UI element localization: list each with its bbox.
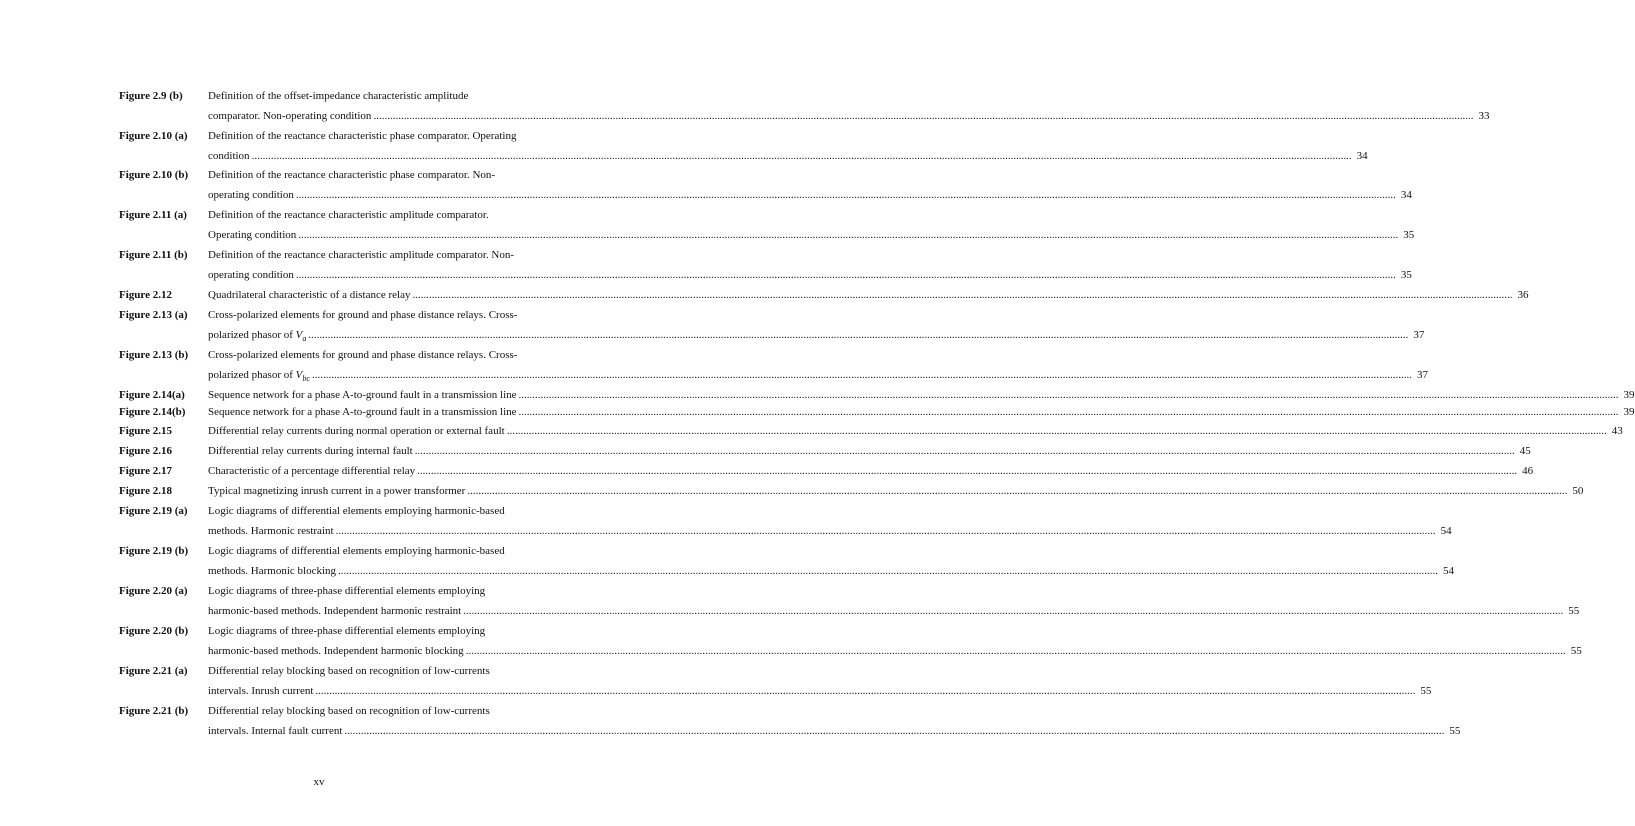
entry-title-line1: Differential relay currents during internal fault [208, 445, 413, 457]
entry-title-line2-row [208, 188, 1412, 202]
figure-label: Figure 2.21 (b) [119, 705, 189, 717]
dot-leader: ................................................................................................................................................................................................................................................................................................................................................................................................................ [338, 565, 1439, 577]
dot-leader: ................................................................................................................................................................................................................................................................................................................................................................................................................ [518, 406, 1619, 418]
entry-title-line2: Operating condition [208, 229, 297, 241]
entry-title-line1: Cross-polarized elements for ground and phase distance relays. Cross- [208, 309, 518, 321]
entry-page-number: 39 [1623, 406, 1635, 418]
entry-page-number: 54 [1443, 565, 1455, 577]
entry-title-line1-row [208, 464, 1534, 478]
entry-title-line2-row [208, 684, 1432, 698]
entry-title-line1: Logic diagrams of three-phase differential elements employing [208, 585, 486, 597]
entry-title-line2: condition [208, 150, 250, 162]
entry-title-line2-row [208, 149, 1368, 163]
figure-label: Figure 2.20 (a) [119, 585, 188, 597]
entry-title-line2-row [208, 604, 1580, 618]
entry-title-line1: Differential relay blocking based on recognition of low-currents [208, 665, 490, 677]
entry-title-line2-row [208, 228, 1415, 242]
entry-title-line1: Logic diagrams of differential elements employing harmonic-based [208, 505, 505, 517]
dot-leader: ................................................................................................................................................................................................................................................................................................................................................................................................................ [315, 685, 1416, 697]
figure-label: Figure 2.9 (b) [119, 90, 183, 102]
dot-leader: ................................................................................................................................................................................................................................................................................................................................................................................................................ [335, 525, 1436, 537]
entry-title-line2: harmonic-based methods. Independent harmonic restraint [208, 605, 462, 617]
figure-label: Figure 2.19 (a) [119, 505, 188, 517]
entry-title-line1: Quadrilateral characteristic of a distance relay [208, 289, 411, 301]
entry-title-line1: Definition of the offset-impedance characteristic amplitude [208, 90, 469, 102]
dot-leader: ................................................................................................................................................................................................................................................................................................................................................................................................................ [295, 269, 1396, 281]
figure-label: Figure 2.14(b) [119, 406, 186, 418]
dot-leader: ................................................................................................................................................................................................................................................................................................................................................................................................................ [467, 485, 1568, 497]
figure-label: Figure 2.18 [119, 485, 172, 497]
figure-label: Figure 2.16 [119, 445, 172, 457]
figure-label: Figure 2.10 (a) [119, 130, 188, 142]
entry-page-number: 50 [1572, 485, 1584, 497]
entry-title-line1: Sequence network for a phase A-to-ground fault in a transmission line [208, 406, 517, 418]
entry-title-line2-row [208, 368, 1428, 386]
entry-title-line1: Sequence network for a phase A-to-ground fault in a transmission line [208, 389, 517, 401]
figure-label: Figure 2.17 [119, 465, 172, 477]
entry-title-line2-row [208, 644, 1582, 658]
dot-leader: ................................................................................................................................................................................................................................................................................................................................................................................................................ [298, 229, 1399, 241]
figure-label: Figure 2.12 [119, 289, 172, 301]
entry-title-line2: comparator. Non-operating condition [208, 110, 372, 122]
dot-leader: ................................................................................................................................................................................................................................................................................................................................................................................................................ [311, 369, 1412, 381]
dot-leader: ................................................................................................................................................................................................................................................................................................................................................................................................................ [308, 329, 1409, 341]
figure-label: Figure 2.15 [119, 425, 172, 437]
figure-label: Figure 2.14(a) [119, 389, 185, 401]
entry-title-line1: Definition of the reactance characteristic phase comparator. Operating [208, 130, 517, 142]
entry-title-line2-row [208, 109, 1490, 123]
figure-label: Figure 2.13 (b) [119, 349, 189, 361]
entry-title-line1-row [208, 405, 1635, 419]
figure-label: Figure 2.11 (a) [119, 209, 187, 221]
entry-page-number: 33 [1478, 110, 1490, 122]
entry-title-line1: Differential relay blocking based on recognition of low-currents [208, 705, 490, 717]
dot-leader: ................................................................................................................................................................................................................................................................................................................................................................................................................ [344, 725, 1445, 737]
entry-page-number: 34 [1356, 150, 1368, 162]
entry-title-line1: Definition of the reactance characteristic amplitude comparator. Non- [208, 249, 515, 261]
entry-title-line2: polarized phasor of $V_a$ [208, 329, 307, 344]
entry-page-number: 55 [1570, 645, 1582, 657]
entry-page-number: 36 [1517, 289, 1529, 301]
dot-leader: ................................................................................................................................................................................................................................................................................................................................................................................................................ [463, 605, 1564, 617]
entry-title-line1-row [208, 288, 1529, 302]
entry-page-number: 35 [1403, 229, 1415, 241]
entry-page-number: 35 [1400, 269, 1412, 281]
entry-title-line1: Definition of the reactance characteristic amplitude comparator. [208, 209, 489, 221]
entry-page-number: 55 [1449, 725, 1461, 737]
dot-leader: ................................................................................................................................................................................................................................................................................................................................................................................................................ [373, 110, 1474, 122]
entry-page-number: 43 [1611, 425, 1623, 437]
entry-title-line2: polarized phasor of $V_{bc}$ [208, 369, 310, 384]
entry-title-line2: operating condition [208, 269, 294, 281]
entry-title-line2: intervals. Inrush current [208, 685, 314, 697]
entry-page-number: 39 [1623, 389, 1635, 401]
entry-title-line1: Definition of the reactance characteristic phase comparator. Non- [208, 169, 496, 181]
entry-page-number: 54 [1440, 525, 1452, 537]
entry-title-line1-row [208, 388, 1635, 402]
entry-title-line2-row [208, 328, 1425, 346]
entry-title-line2: methods. Harmonic restraint [208, 525, 334, 537]
dot-leader: ................................................................................................................................................................................................................................................................................................................................................................................................................ [414, 445, 1515, 457]
entry-title-line2: intervals. Internal fault current [208, 725, 343, 737]
entry-title-line2-row [208, 564, 1455, 578]
dot-leader: ................................................................................................................................................................................................................................................................................................................................................................................................................ [251, 150, 1352, 162]
entry-title-line2-row [208, 268, 1412, 282]
entry-page-number: 55 [1568, 605, 1580, 617]
entry-title-line1-row [208, 484, 1584, 498]
entry-title-line1: Cross-polarized elements for ground and phase distance relays. Cross- [208, 349, 518, 361]
entry-page-number: 37 [1413, 329, 1425, 341]
dot-leader: ................................................................................................................................................................................................................................................................................................................................................................................................................ [417, 465, 1518, 477]
entry-title-line1-row [208, 424, 1623, 438]
entry-title-line2-row [208, 724, 1461, 738]
entry-title-line2-row [208, 524, 1452, 538]
entry-title-line2: methods. Harmonic blocking [208, 565, 337, 577]
entry-title-line1-row [208, 444, 1531, 458]
page-number: xv [313, 776, 325, 788]
entry-page-number: 37 [1416, 369, 1428, 381]
figure-label: Figure 2.13 (a) [119, 309, 188, 321]
entry-title-line1: Typical magnetizing inrush current in a power transformer [208, 485, 466, 497]
dot-leader: ................................................................................................................................................................................................................................................................................................................................................................................................................ [295, 189, 1396, 201]
entry-title-line1: Characteristic of a percentage differential relay [208, 465, 416, 477]
entry-title-line1: Logic diagrams of three-phase differential elements employing [208, 625, 486, 637]
entry-title-line1: Logic diagrams of differential elements employing harmonic-based [208, 545, 505, 557]
figure-label: Figure 2.21 (a) [119, 665, 188, 677]
dot-leader: ................................................................................................................................................................................................................................................................................................................................................................................................................ [506, 425, 1607, 437]
entry-page-number: 34 [1400, 189, 1412, 201]
dot-leader: ................................................................................................................................................................................................................................................................................................................................................................................................................ [412, 289, 1513, 301]
figure-label: Figure 2.10 (b) [119, 169, 189, 181]
entry-title-line1: Differential relay currents during normal operation or external fault [208, 425, 505, 437]
entry-page-number: 45 [1519, 445, 1531, 457]
entry-title-line2: operating condition [208, 189, 294, 201]
entry-page-number: 55 [1420, 685, 1432, 697]
entry-title-line2: harmonic-based methods. Independent harmonic blocking [208, 645, 464, 657]
figure-label: Figure 2.20 (b) [119, 625, 189, 637]
dot-leader: ................................................................................................................................................................................................................................................................................................................................................................................................................ [518, 389, 1619, 401]
entry-page-number: 46 [1522, 465, 1534, 477]
figure-label: Figure 2.19 (b) [119, 545, 189, 557]
figure-label: Figure 2.11 (b) [119, 249, 188, 261]
dot-leader: ................................................................................................................................................................................................................................................................................................................................................................................................................ [465, 645, 1566, 657]
